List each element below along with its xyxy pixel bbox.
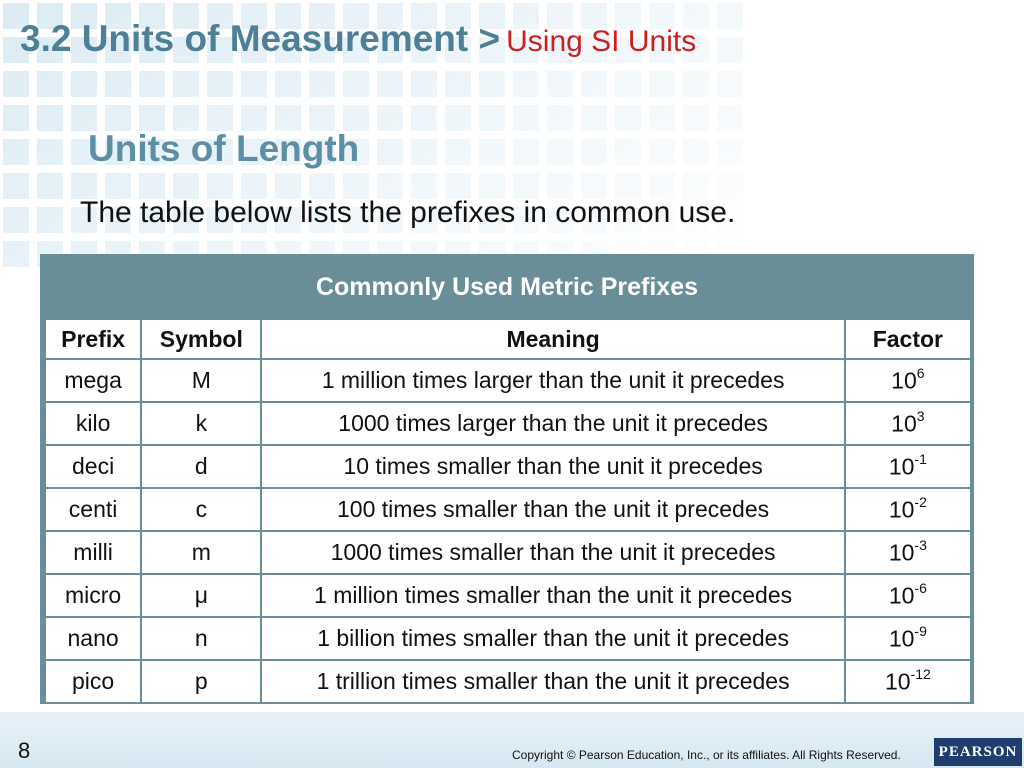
symbol-cell: p [142,661,260,702]
factor-base: 10 [888,539,915,566]
factor-cell [846,360,970,401]
symbol-cell: n [142,618,260,659]
factor-base: 10 [888,582,915,609]
factor-exponent: 6 [916,364,925,381]
prefix-cell: micro [46,575,140,616]
prefix-cell: nano [46,618,140,659]
factor-base: 10 [888,625,915,652]
factor-exponent: 3 [916,407,925,424]
symbol-cell: c [142,489,260,530]
pearson-logo: PEARSON [934,738,1022,766]
meaning-cell: 1 billion times smaller than the unit it precedes [262,618,843,659]
table-row [46,403,970,444]
factor-base: 10 [884,668,911,695]
factor-cell [846,661,970,702]
slide-header [20,18,696,60]
meaning-cell: 1 trillion times smaller than the unit it precedes [262,661,843,702]
meaning-cell: 100 times smaller than the unit it precedes [262,489,843,530]
symbol-cell: k [142,403,260,444]
column-header-symbol: Symbol [142,320,260,358]
factor-cell [846,532,970,573]
column-header-factor: Factor [846,320,970,358]
symbol-cell: m [142,532,260,573]
table-row [46,446,970,487]
section-subtitle: Using SI Units [506,25,697,58]
factor-exponent: -12 [910,665,931,682]
table-row [46,532,970,573]
factor-exponent: -3 [914,536,927,553]
factor-cell [846,446,970,487]
table-header-row [46,320,970,358]
factor-cell [846,575,970,616]
table-row [46,661,970,702]
factor-exponent: -1 [914,450,927,467]
copyright-text: Copyright © Pearson Education, Inc., or its affiliates. All Rights Reserved. [512,748,901,762]
factor-base: 10 [891,367,917,394]
factor-base: 10 [891,410,917,437]
factor-exponent: -6 [914,579,927,596]
prefix-table [44,318,972,704]
section-title: 3.2 Units of Measurement > [20,18,501,59]
page-number: 8 [18,738,31,763]
factor-base: 10 [888,453,915,480]
factor-base: 10 [888,496,915,523]
meaning-cell: 1000 times smaller than the unit it precedes [262,532,843,573]
meaning-cell: 10 times smaller than the unit it precedes [262,446,843,487]
factor-cell [846,489,970,530]
prefix-cell: pico [46,661,140,702]
prefix-table-container [40,254,974,704]
prefix-cell: centi [46,489,140,530]
table-row [46,489,970,530]
table-row [46,618,970,659]
table-caption: Commonly Used Metric Prefixes [315,273,699,301]
meaning-cell: 1 million times larger than the unit it precedes [262,360,843,401]
prefix-cell: milli [46,532,140,573]
column-header-meaning: Meaning [262,320,843,358]
factor-cell [846,618,970,659]
intro-text: The table below lists the prefixes in common use. [80,196,736,229]
prefix-cell: kilo [46,403,140,444]
prefix-cell: deci [46,446,140,487]
prefix-cell: mega [46,360,140,401]
factor-exponent: -2 [914,493,927,510]
slide-title: Units of Length [88,128,360,169]
table-row [46,575,970,616]
factor-cell [846,403,970,444]
meaning-cell: 1000 times larger than the unit it precedes [262,403,843,444]
column-header-prefix: Prefix [46,320,140,358]
symbol-cell: μ [142,575,260,616]
symbol-cell: M [142,360,260,401]
table-row [46,360,970,401]
meaning-cell: 1 million times smaller than the unit it precedes [262,575,843,616]
factor-exponent: -9 [914,622,927,639]
symbol-cell: d [142,446,260,487]
